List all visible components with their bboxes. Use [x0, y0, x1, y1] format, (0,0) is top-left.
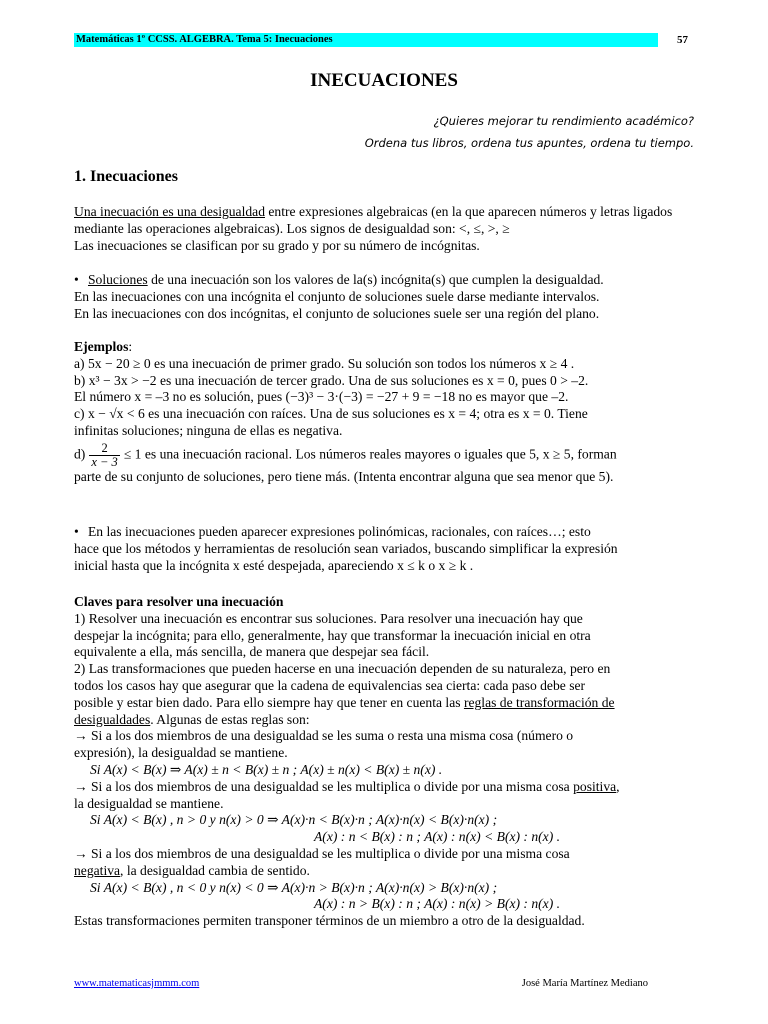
claves-p1-l1: 1) Resolver una inecuación es encontrar sus soluciones. Para resolver una inecuación hay que — [74, 610, 583, 626]
example-c-2: infinitas soluciones; ninguna de ellas es negativa. — [74, 422, 343, 438]
intro-paragraph — [74, 204, 694, 254]
note-line-3: inicial hasta que la incógnita x esté despejada, apareciendo x ≤ k o x ≥ k . — [74, 557, 474, 573]
page-number: 57 — [677, 34, 688, 46]
examples-heading: Ejemplos — [74, 339, 129, 354]
rule1-formula: Si A(x) < B(x) ⇒ A(x) ± n < B(x) ± n ; A(x) ± n(x) < B(x) ± n(x) . — [90, 761, 443, 777]
claves-p2-l3u: reglas de transformación de — [463, 694, 615, 710]
header-bar — [74, 33, 658, 47]
quote-line-2: Ordena tus libros, ordena tus apuntes, ordena tu tiempo. — [364, 136, 694, 150]
claves-block — [74, 594, 694, 930]
rule3-formula-2: A(x) : n > B(x) : n ; A(x) : n(x) > B(x) : n(x) . — [314, 896, 561, 912]
rule2-line-1u: positiva — [573, 778, 617, 794]
example-c: c) x − √x < 6 es una inecuación con raíces. Una de sus soluciones es x = 4; otra es x = 0. Tiene — [74, 406, 588, 422]
example-d-2: parte de su conjunto de soluciones, pero tiene más. (Intenta encontrar alguna que sea menor que 5). — [74, 468, 614, 484]
example-d-rest: ≤ 1 es una inecuación racional. Los números reales mayores o iguales que 5, x ≥ 5, forman — [123, 446, 617, 462]
rule3-line-2u: negativa — [74, 862, 121, 878]
solutions-rest: de una inecuación son los valores de la(s) incógnita(s) que cumplen la desigualdad. — [147, 272, 604, 287]
solutions-paragraph — [74, 272, 694, 322]
bullet-icon: • — [74, 524, 79, 539]
rule2-line-2: la desigualdad se mantiene. — [74, 795, 224, 811]
rule3-line-2b: , la desigualdad cambia de sentido. — [120, 862, 310, 878]
claves-p2-l1: 2) Las transformaciones que pueden hacerse en una inecuación dependen de su naturaleza, pero en — [74, 661, 611, 677]
claves-p1-l2: despejar la incógnita; para ello, generalmente, hay que transformar la inecuación inicial en otra — [74, 627, 591, 643]
section-heading: 1. Inecuaciones — [74, 168, 178, 185]
example-d-label: d) — [74, 446, 86, 462]
example-b: b) x³ − 3x > −2 es una inecuación de tercer grado. Una de sus soluciones es x = 0, pues 0 > –2. — [74, 372, 589, 388]
solutions-underlined: Soluciones — [88, 272, 148, 287]
claves-p2-l2: todos los casos hay que asegurar que la cadena de equivalencias sea cierta: cada paso debe ser — [74, 677, 586, 693]
note-line-2: hace que los métodos y herramientas de resolución sean variados, buscando simplificar la expresión — [74, 540, 618, 556]
page-title: INECUACIONES — [310, 70, 458, 91]
rule2-formula-2: A(x) : n < B(x) : n ; A(x) : n(x) < B(x) : n(x) . — [314, 829, 561, 845]
claves-p2-l4u: desigualdades — [74, 711, 151, 727]
rule3-line-1: → Si a los dos miembros de una desigualdad se les multiplica o divide por una misma cosa — [74, 845, 570, 861]
quote — [365, 110, 694, 154]
intro-line-3: Las inecuaciones se clasifican por su grado y por su número de incógnitas. — [74, 237, 480, 253]
solutions-line-3: En las inecuaciones con dos incógnitas, el conjunto de soluciones suele ser una región del plano. — [74, 305, 600, 321]
claves-heading: Claves para resolver una inecuación — [74, 594, 284, 609]
footer-website-link[interactable]: www.matematicasjmmm.com — [74, 978, 200, 989]
header-title: Matemáticas 1º CCSS. ALGEBRA. Tema 5: Inecuaciones — [76, 34, 333, 45]
intro-underlined: Una inecuación es una desigualdad — [74, 204, 265, 219]
note-line-1: En las inecuaciones pueden aparecer expresiones polinómicas, racionales, con raíces…; esto — [88, 524, 591, 539]
quote-line-1: ¿Quieres mejorar tu rendimiento académico? — [433, 114, 694, 128]
claves-p2-l3a: posible y estar bien dado. Para ello siempre hay que tener en cuenta las — [74, 694, 464, 710]
bullet-icon: • — [74, 272, 79, 287]
example-a: a) 5x − 20 ≥ 0 es una inecuación de primer grado. Su solución son todos los números x ≥ 4 . — [74, 355, 575, 371]
solutions-line-2: En las inecuaciones con una incógnita el conjunto de soluciones suele darse mediante intervalos. — [74, 288, 600, 304]
claves-p2-l4b: . Algunas de estas reglas son: — [150, 711, 310, 727]
claves-p1-l3: equivalente a ella, más sencilla, de manera que despejar sea fácil. — [74, 644, 430, 660]
rule2-line-1a: → Si a los dos miembros de una desigualdad se les multiplica o divide por una misma cosa — [74, 778, 574, 794]
rule1-line-1: → Si a los dos miembros de una desigualdad se les suma o resta una misma cosa (número o — [74, 728, 574, 744]
footer-author: José María Martínez Mediano — [521, 978, 648, 989]
example-b-2: El número x = –3 no es solución, pues (−3)³ − 3·(−3) = −27 + 9 = −18 no es mayor que –2. — [74, 389, 569, 405]
rule2-formula-1: Si A(x) < B(x) , n > 0 y n(x) > 0 ⇒ A(x)·n < B(x)·n ; A(x)·n(x) < B(x)·n(x) ; — [90, 812, 498, 828]
closing-line: Estas transformaciones permiten transponer términos de un miembro a otro de la desigualdad. — [74, 913, 585, 929]
intro-rest: entre expresiones algebraicas (en la que aparecen números y letras ligados mediante las operaciones algebraicas). Los signos de desigualdad son: <, ≤, >, ≥ — [74, 204, 673, 236]
polynomial-note — [74, 524, 694, 574]
rule3-formula-1: Si A(x) < B(x) , n < 0 y n(x) < 0 ⇒ A(x)·n > B(x)·n ; A(x)·n(x) > B(x)·n(x) ; — [90, 879, 498, 895]
rule1-line-2: expresión), la desigualdad se mantiene. — [74, 745, 288, 761]
fraction — [89, 442, 119, 469]
fraction-denominator: x − 3 — [91, 454, 118, 469]
fraction-numerator: 2 — [89, 442, 119, 456]
examples-block: Ejemplos: a) 5x − 20 ≥ 0 es una inecuación de primer grado. Su solución son todos los números x ≥ 4 . b) x³ − 3x > −2 es una inecuación de tercer grado. Una de sus soluciones es x = 0, pues 0 > –2. El número x = –3 no es solución, pues (−3)³ − 3·(−3) = −27 + 9 = −18 no es mayor que –2. c) x − √x < 6 es una inecuación con raíces. Una de sus soluciones es x = 4; otra es x = 0. Tiene infinitas soluciones; ninguna de ellas es negativa. d) $\frac{2}{x - 3}$ ≤ 1 es una inecuación racional. Los números reales mayores o iguales que 5, x ≥ 5, forman parte de su conjunto de soluciones, pero tiene más. (Intenta encontrar alguna que sea menor que 5). — [74, 339, 694, 486]
rule2-line-1b: , — [616, 778, 620, 794]
